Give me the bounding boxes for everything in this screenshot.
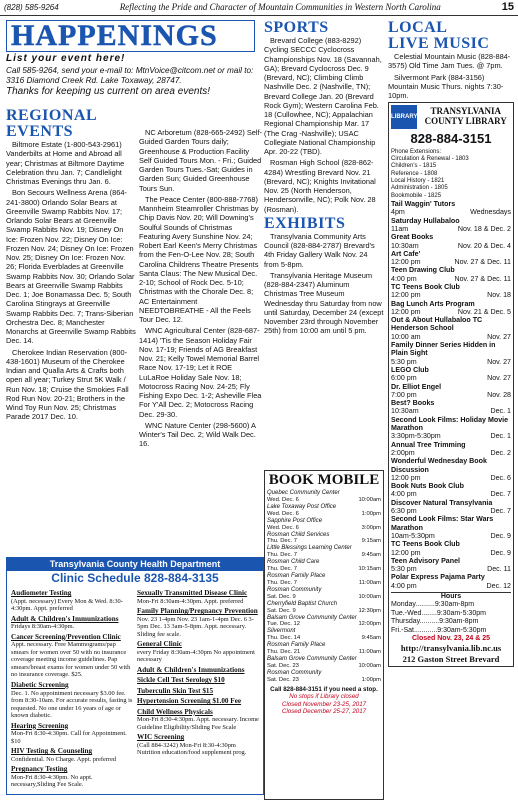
library-event-title: Great Books [391, 233, 434, 242]
bookmobile-no-stops: No stops if Library closed [289, 693, 359, 701]
library-event-date: Dec. 11 [487, 565, 511, 574]
library-event-date: Dec. 7 [490, 507, 511, 516]
library-event-when [391, 275, 511, 283]
bookmobile-stop-date: Thu. Dec. 7 [267, 538, 297, 545]
bookmobile-stop-when [267, 594, 381, 601]
library-event-time: 12:00 pm [391, 548, 421, 557]
library-event-when [391, 358, 511, 366]
library-event-time: 4:00 pm [391, 490, 417, 499]
library-phone: 828-884-3151 [410, 131, 492, 147]
library-event-time: 12:00 pm [391, 291, 421, 300]
exhibits-title: EXHIBITS [264, 214, 346, 232]
bookmobile-stop-date: Sat. Dec. 23 [267, 676, 299, 683]
library-event-time: 10:30am [391, 241, 419, 250]
library-logo [391, 105, 511, 129]
library-event-when [391, 565, 511, 573]
bookmobile-stop-time: 11:00am [358, 649, 381, 656]
library-event-when [391, 507, 511, 515]
library-event-when [391, 582, 511, 590]
library-event-date: Dec. 9 [490, 531, 511, 540]
sports-brevard-college: Brevard College (883-8292) Cycling SECCC Cyclocross Championships Nov. 18 (Savannah, GA); Brevard Cyclocross Dec. 9 (Brevard, NC); Climbing Climb Nashville Dec. 2 (Nashville, TN); Brevard College Jan. 20 (Brevard Rock Gym); Western Carolina Feb. 18 (Cullowhee, NC); Appalachian Regional Championship Mar. 17 (The Crag -Nashville); USAC Collegiate National Championship Apr. 20-22 (TBD). [264, 36, 382, 156]
clinic-heading: Diabetic Screening [11, 681, 69, 690]
library-event-date: Wednesdays [470, 208, 511, 217]
bookmobile-stop-time: 1:00pm [361, 676, 381, 683]
bookmobile-stop-when [267, 649, 381, 656]
bookmobile-stop-time: 10:00am [358, 593, 381, 600]
event-biltmore: Biltmore Estate (1-800-543-2961) Vanderbilts at Home and Abroad all year; Christmas at Biltmore Daytime Celebration thru Jan. 7; Candlelight Christmas Evenings thru Jan. 6. [6, 140, 125, 186]
exhibit-arts-council: Transylvania Community Arts Council (828-884-2787) Brevard's 4th Friday Gallery Walk Nov. 24 from 5-8pm. [264, 231, 375, 269]
clinic-heading: Adult & Children's Immunizations [137, 665, 245, 674]
library-event-item [391, 316, 511, 341]
bookmobile-stop-when [267, 497, 381, 504]
bookmobile-stop-location: Rosman Child Services [267, 531, 330, 538]
library-event-time: 10:30am [391, 407, 419, 416]
library-event-title: TC Teens Book Club [391, 540, 460, 549]
library-logo-icon: LIBRARY [391, 105, 417, 129]
library-address: 212 Gaston Street Brevard [402, 653, 500, 664]
bookmobile-stop-when [267, 677, 381, 684]
bookmobile-box [264, 470, 384, 800]
clinic-detail: Confidential. No Charge. Appt. preferred [11, 755, 117, 763]
bookmobile-stop-location: Cherryfield Baptist Church [267, 600, 338, 607]
library-event-when [391, 474, 511, 482]
library-event-title: TC Teens Book Club [391, 283, 460, 291]
library-event-title: LEGO Club [391, 365, 429, 374]
library-event-title: Second Look Films: Star Wars Marathon [391, 515, 494, 532]
column-3 [264, 20, 384, 338]
local-music-title-2: LIVE MUSIC [388, 35, 490, 52]
bookmobile-stop-time: 3:00pm [361, 524, 381, 531]
clinic-detail: (Appt. necessary) Every Mon & Wed. 8:30-4:30pm. Appt. preferred [11, 597, 123, 613]
library-event-item [391, 383, 511, 400]
bookmobile-stop-location: Quebec Community Center [267, 490, 340, 496]
library-event-time: 6:00 pm [391, 374, 417, 383]
library-extensions [391, 149, 511, 200]
ext-item: Circulation & Renewal - 1803 [391, 156, 469, 163]
library-event-time: 2:00pm [391, 448, 415, 457]
bookmobile-stop-when [267, 552, 381, 559]
health-department-box [6, 557, 264, 795]
hours-title: Hours [440, 592, 462, 600]
library-event-date: Dec. 2 [490, 448, 511, 457]
library-event-time: 5:30 pm [391, 565, 417, 574]
library-name: TRANSYLVANIA COUNTY LIBRARY [424, 106, 507, 127]
bookmobile-stop-when [267, 566, 381, 573]
event-arboretum: NC Arboretum (828-665-2492) Self-Guided Garden Tours daily; Greenhouse & Production Facility Self Guided Tours Mon. - Fri.; Guided Garden Tours Tues.-Sat; Guides in Garden Sun; Guided Greenhouse Tours Sun. [139, 128, 263, 193]
library-event-item [391, 366, 511, 383]
clinic-detail: Mon-Fri 8:30am-4:30pm. Appt. preferred [137, 597, 244, 605]
library-event-title: Book Nuts Book Club [391, 482, 464, 491]
column-1 [6, 108, 136, 424]
library-hours [391, 592, 511, 643]
library-event-item [391, 200, 511, 217]
library-event-when [391, 374, 511, 382]
bookmobile-stop-location: Rosman Community [267, 669, 322, 676]
ext-item: Bookmobile - 1825 [391, 192, 442, 199]
library-event-item [391, 540, 511, 557]
bookmobile-stop-date: Tue. Dec. 12 [267, 621, 300, 628]
music-celestial: Celestial Mountain Music (828-884-3575) Old Time Jam Tues. @ 7pm. [388, 52, 511, 71]
library-event-when [391, 242, 511, 250]
bookmobile-stop-location: Rosman Child Care [267, 559, 320, 566]
clinic-heading: Family Planning/Pregnancy Prevention [137, 607, 258, 616]
library-event-date: Nov. 18 [487, 291, 511, 300]
ext-item: Reference - 1808 [391, 170, 438, 177]
library-event-title: Bag Lunch Arts Program [391, 299, 475, 308]
bookmobile-stop-time: 9:45am [361, 552, 381, 559]
library-event-time: 4:00 pm [391, 274, 417, 283]
library-event-when [391, 449, 511, 457]
bookmobile-stop-location: Rosman Family Place [267, 573, 326, 580]
health-right-column [135, 587, 261, 789]
call-info: Call 585-9264, send your e-mail to: MtnVoice@citcom.net or mail to: 3316 Diamond Creek Rd. Lake Toxaway, 28747. [6, 66, 254, 85]
library-event-item [391, 441, 511, 458]
bookmobile-stop-date: Thu. Dec. 14 [267, 635, 301, 642]
library-event-date: Dec. 1 [490, 432, 511, 441]
library-event-title: Annual Tree Trimming [391, 440, 466, 449]
clinic-detail: Mon-Fri 8:30-4:30pm. No appt. necessary,Sliding Fee Scale. [11, 773, 93, 789]
bookmobile-stop-location: Rosman Family Place [267, 642, 326, 649]
bookmobile-stop-when [267, 635, 381, 642]
bookmobile-stop-when [267, 511, 381, 518]
library-event-date: Dec. 6 [490, 473, 511, 482]
library-event-date: Nov. 28 [487, 390, 511, 399]
library-event-when [391, 391, 511, 399]
bookmobile-title: BOOK MOBILE [268, 472, 380, 488]
clinic-heading: HIV Testing & Counseling [11, 747, 93, 756]
bookmobile-stop-time: 12:00pm [358, 621, 381, 628]
clinic-detail: Nov. 23 1-4pm Nov. 23 1am-1-4pm Dec. 6 3-5pm Dec. 13 3am-5-8pm. Appt. necessary. Sliding fee scale. [137, 615, 254, 638]
hours-line: Tue.-Wed........9:30am-5:30pm [391, 609, 486, 617]
library-event-item [391, 557, 511, 574]
library-event-title: Tail Waggin' Tutors [391, 200, 456, 209]
bookmobile-closed-2: Closed December 25-27, 2017 [281, 708, 367, 716]
exhibit-heritage-museum: Transylvania Heritage Museum (828-884-2347) Aluminum Christmas Tree Museum Wednesday thru Saturday from now until Saturday, December 24 (except November 23rd through November 25th) from 10:00 am until 5 pm. [264, 270, 384, 336]
library-event-when [391, 549, 511, 557]
bookmobile-stop-location: Balsam Grove Community Center [267, 656, 357, 663]
library-event-title: Wonderful Wednesday Book Discussion [391, 457, 487, 474]
bookmobile-stop-time: 10:00am [358, 496, 381, 503]
bookmobile-stop-date: Wed. Dec. 6 [267, 496, 299, 503]
bookmobile-stop-date: Sat. Dec. 9 [267, 607, 296, 614]
page-number: 15 [501, 0, 514, 13]
library-event-time: 12:00 pm [391, 258, 421, 267]
library-closed-note: Closed Nov. 23, 24 & 25 [411, 634, 491, 642]
library-event-title: Saturday Hullabaloo [391, 216, 460, 225]
library-event-item [391, 250, 511, 267]
library-event-item [391, 233, 511, 250]
bookmobile-stop-location: Lake Toxaway Post Office [267, 503, 337, 510]
bookmobile-stop-time: 1:00pm [361, 510, 381, 517]
ext-item: Children's - 1815 [391, 163, 437, 170]
library-event-date: Dec. 12 [486, 581, 511, 590]
library-event-time: 10am-5:30pm [391, 531, 435, 540]
event-cherokee: Cherokee Indian Reservation (800-438-1601) Museum of the Cherokee Indian and Qualla Arts & Crafts both open all year; Turkey Strut 5K Walk / Run Nov. 18; Cruise the Smokies Fall Rod Run Nov. 20-21; Brothers in the Wind Toy Run Nov. 25; Christmas Parade 2017 Dec. 10. [6, 347, 129, 422]
library-event-when [391, 407, 511, 415]
bookmobile-stop-when [267, 525, 381, 532]
event-peace-center: The Peace Center (800-888-7768) Mannheim Steamroller Christmas by Chip Davis Nov. 20; Will Downing's Soulful Sounds of Christmas Featuring Avery Sunshine Nov. 24; Robert Earl Keen's Merry Christmas from the Fen-O-Lee Nov. 28; South Carolina Childrens Theatre Presents Santa Claus: The New Musical Dec. 2-10; School of Rock Dec. 5-10; Christmas with the Chorale Dec. 8; AC Entertainment NEEDTOBREATHE - All the Feels Tour Dec. 12. [139, 194, 259, 324]
bookmobile-closed-1: Closed November 23-25, 2017 [281, 700, 367, 708]
column-2 [139, 128, 263, 451]
clinic-heading: Sexually Transmitted Disease Clinic [137, 589, 248, 598]
bookmobile-stop-when [267, 538, 381, 545]
library-event-time: 5:30 pm [391, 357, 417, 366]
library-event-item [391, 515, 511, 540]
library-event-title: Teen Advisory Panel [391, 556, 460, 565]
clinic-heading: General Clinic [137, 640, 182, 649]
bookmobile-stop-time: 9:45am [361, 635, 381, 642]
bookmobile-stop-date: Thu. Dec. 7 [267, 552, 297, 559]
ext-item: Local History - 1821 [391, 178, 445, 185]
health-title: Transylvania County Health Department [7, 558, 263, 571]
library-event-title: Discover Natural Transylvania [391, 498, 493, 507]
bookmobile-stop-date: Thu. Dec. 7 [267, 566, 297, 573]
header-tagline: Reflecting the Pride and Character of Mountain Communities in Western North Carolina [119, 2, 441, 13]
clinic-heading: Child Wellness Physicals [137, 707, 213, 716]
bookmobile-stop-date: Thu. Dec. 21 [267, 649, 301, 656]
library-event-date: Nov. 21 & Dec. 5 [457, 307, 511, 316]
event-agricultural-center: WNC Agricultural Center (828-687-1414) 'Tis the Season Holiday Fair Nov. 17-19; Friends of AG Breakfast Nov. 21; Kelly Towel Memorial Barrel Race Nov. 17-19; Let it ROE LuLaRoe Holiday Sale Nov. 18; Motocross Racing Nov. 24-25; Fly Fishing Expo Dec. 1-2; Asheville Flea For Y'All Dec. 2; Motocross Racing Dec. 29-30. [139, 326, 262, 419]
clinic-heading: Tuberculin Skin Test $15 [137, 686, 214, 695]
library-event-item [391, 499, 511, 516]
hours-line: Monday..........9:30am-8pm [391, 601, 475, 609]
library-event-date: Nov. 27 [487, 374, 511, 383]
library-event-item [391, 416, 511, 441]
library-event-date: Nov. 18 & Dec. 2 [457, 224, 511, 233]
library-event-item [391, 217, 511, 234]
bookmobile-stop-location: Little Blessings Learning Center [267, 545, 352, 552]
library-event-item [391, 341, 511, 366]
library-event-date: Nov. 27 & Dec. 11 [454, 258, 511, 267]
clinic-heading: Cancer Screening/Prevention Clinic [11, 632, 121, 641]
health-subtitle: Clinic Schedule 828-884-3135 [51, 570, 219, 585]
ext-heading: Phone Extensions: [391, 148, 442, 155]
library-event-time: 6:30 pm [391, 507, 417, 516]
bookmobile-stop-date: Thu. Dec. 7 [267, 579, 297, 586]
clinic-detail: Mon-Fri 8:30-4:30pm. Call for Appointment. $10 [11, 730, 127, 745]
library-event-time: 3:30pm-5:30pm [391, 432, 441, 441]
bookmobile-stop-time: 12:30pm [358, 607, 381, 614]
regional-title-1: REGIONAL [6, 107, 98, 124]
bookmobile-stop-location: Sapphire Post Office [267, 517, 323, 524]
clinic-heading: Adult & Children's Immunizations [11, 614, 119, 623]
library-event-when [391, 225, 511, 233]
health-columns [7, 585, 263, 791]
bookmobile-stop-when [267, 621, 381, 628]
bookmobile-stop-time: 9:15am [361, 538, 381, 545]
library-event-item [391, 482, 511, 499]
bookmobile-call: Call 828-884-3151 if you need a stop. [270, 685, 378, 693]
bookmobile-stop-location: Silvermont [267, 628, 296, 635]
library-event-when [391, 291, 511, 299]
library-event-when [391, 432, 511, 440]
ext-item: Administration - 1805 [391, 185, 448, 192]
library-event-time: 10:00 am [391, 332, 421, 341]
library-event-date: Nov. 27 [487, 332, 511, 341]
library-event-when [391, 532, 511, 540]
happenings-header [6, 20, 264, 97]
clinic-heading: WIC Screening [137, 733, 185, 742]
bookmobile-stop-date: Wed. Dec. 6 [267, 510, 299, 517]
clinic-heading: Pregnancy Testing [11, 765, 68, 774]
library-event-when [391, 333, 511, 341]
library-events [391, 200, 511, 590]
clinic-heading: Sickle Cell Test Serology $10 [137, 676, 225, 685]
bookmobile-stop-date: Sat. Dec. 23 [267, 663, 299, 670]
sports-title: SPORTS [264, 19, 329, 36]
library-event-item [391, 300, 511, 317]
library-event-item [391, 573, 511, 590]
thanks-note: Thanks for keeping us current on area events! [6, 85, 211, 97]
clinic-detail: Appt. necessary. Free Mammograms/pap smears for women over 50 with no insurance coverage meeting income guidelines. Pap smears/breast exams for women under 50 with no insurance coverage. $25. [11, 641, 131, 679]
clinic-detail: Dec. 1. No appointment necessary $3.00 fee. from 8:30-10am. For accurate results, fasting is requested. No one under 16 years of age or known diabetic. [11, 689, 133, 720]
library-event-time: 7:00 pm [391, 390, 417, 399]
bookmobile-stop-time: 10:00am [358, 663, 381, 670]
library-event-item [391, 457, 511, 482]
sports-rosman: Rosman High School (828-862-4284) Wrestling Brevard Nov. 21 (Brevard, NC); Knights Invitational Nov. 25 (North Henderson, Hendersonville, NC); Polk Nov. 28 (Rosman). [264, 158, 376, 214]
library-event-title: Dr. Elliot Engel [391, 382, 442, 391]
library-event-time: 12:00 pm [391, 307, 421, 316]
bookmobile-stops [267, 490, 381, 684]
bookmobile-stop-time: 11:00am [358, 579, 381, 586]
clinic-detail: Mon-Fri 8:30-4:30pm. Appt. necessary. Income Guideline Eligibility/Sliding Fee Scale [137, 716, 259, 731]
library-event-when [391, 490, 511, 498]
library-event-title: Teen Drawing Club [391, 266, 455, 275]
library-event-item [391, 399, 511, 416]
health-left-column [9, 587, 135, 789]
clinic-heading: Audiometer Testing [11, 589, 72, 598]
clinic-detail: every Friday 8:30am-4:30pm No appointment necessary [137, 648, 255, 664]
library-event-date: Nov. 20 & Dec. 4 [457, 241, 511, 250]
event-nature-center: WNC Nature Center (298-5600) A Winter's Tail Dec. 2; Wild Walk Dec. 16. [139, 420, 256, 449]
bookmobile-stop-when [267, 608, 381, 615]
library-event-date: Dec. 9 [490, 548, 511, 557]
library-event-title: Family Dinner Series Hidden in Plain Sight [391, 341, 496, 358]
list-your-event: List your event here! [6, 53, 126, 64]
library-event-title: Second Look Films: Holiday Movie Marathon [391, 415, 509, 433]
clinic-heading: Hypertension Screening $1.00 Fee [137, 697, 242, 706]
hours-line: Fri.-Sat............9:30am-5:30pm [391, 626, 487, 634]
library-event-time: 12:00 pm [391, 473, 421, 482]
page-header [0, 0, 518, 16]
library-url[interactable]: http://transylvania.lib.nc.us [400, 643, 502, 654]
library-event-when [391, 308, 511, 316]
library-event-title: Out & About Hullabaloo TC Henderson School [391, 316, 483, 333]
bookmobile-stop-when [267, 663, 381, 670]
library-event-time: 11am [391, 224, 409, 233]
library-event-time: 4pm [391, 208, 405, 217]
library-event-time: 4:00 pm [391, 581, 417, 590]
header-phone: (828) 585-9264 [4, 2, 59, 12]
local-music-title-1: LOCAL [388, 19, 448, 36]
library-event-title: Best? Books [391, 399, 435, 408]
music-silvermont: Silvermont Park (884-3156) Mountain Music Thurs. nights 7:30-10pm. [388, 72, 504, 100]
regional-title-2: EVENTS [6, 123, 74, 140]
clinic-detail: (Call 884-3242) Mon-Fri 8:30-4:30pm Nutrition education/food supplement prog. [137, 741, 247, 757]
library-event-date: Dec. 1 [490, 407, 511, 416]
column-4 [388, 20, 514, 667]
event-bon-secours: Bon Secours Wellness Arena (864-241-3800) Orlando Solar Bears at Greenville Swamp Rabbits Nov. 17; Orlando Solar Bears at Greenville Swamp Rabbits Nov. 19; Disney On Ice: Frozen Nov. 22; Disney On Ice: Frozen Nov. 24; Disney On Ice: Frozen Nov. 25; Disney On Ice: Frozen Nov. 26; Florida Everblades at Greenville Swamp Rabbits Nov. 30; Orlando Solar Bears at Greenville Swamp Rabbits Dec. 1; Joe Bonamassa Dec. 5; South Carolina Stingrays at Greenville Swamp Rabbits Dec. 7; Trans-Siberian Orchestra Dec. 8; Manchester Monarchs at Greenville Swamp Rabbits Dec. 14. [6, 188, 136, 346]
bookmobile-stop-time: 10:15am [358, 566, 381, 573]
bookmobile-stop-date: Sat. Dec. 9 [267, 593, 296, 600]
hours-line: Thursday..........9:30am-8pm [391, 618, 479, 626]
library-event-date: Nov. 27 [487, 357, 511, 366]
library-event-date: Dec. 7 [490, 490, 511, 499]
library-event-item [391, 283, 511, 300]
library-event-item [391, 266, 511, 283]
bookmobile-stop-location: Balsam Grove Community Center [267, 614, 357, 621]
clinic-heading: Hearing Screening [11, 721, 69, 730]
bookmobile-stop-date: Wed. Dec. 6 [267, 524, 299, 531]
bookmobile-stop-when [267, 580, 381, 587]
library-event-title: Polar Express Pajama Party [391, 573, 485, 582]
library-event-when [391, 258, 511, 266]
clinic-detail: Fridays 8:30am-4:30pm. [11, 623, 75, 631]
library-event-when [391, 208, 511, 216]
library-event-title: Art Cafe' [391, 249, 421, 258]
library-box [388, 102, 514, 666]
bookmobile-stop-location: Rosman Community [267, 586, 322, 593]
happenings-title: HAPPENINGS [6, 20, 255, 52]
library-event-date: Nov. 27 & Dec. 11 [454, 274, 511, 283]
